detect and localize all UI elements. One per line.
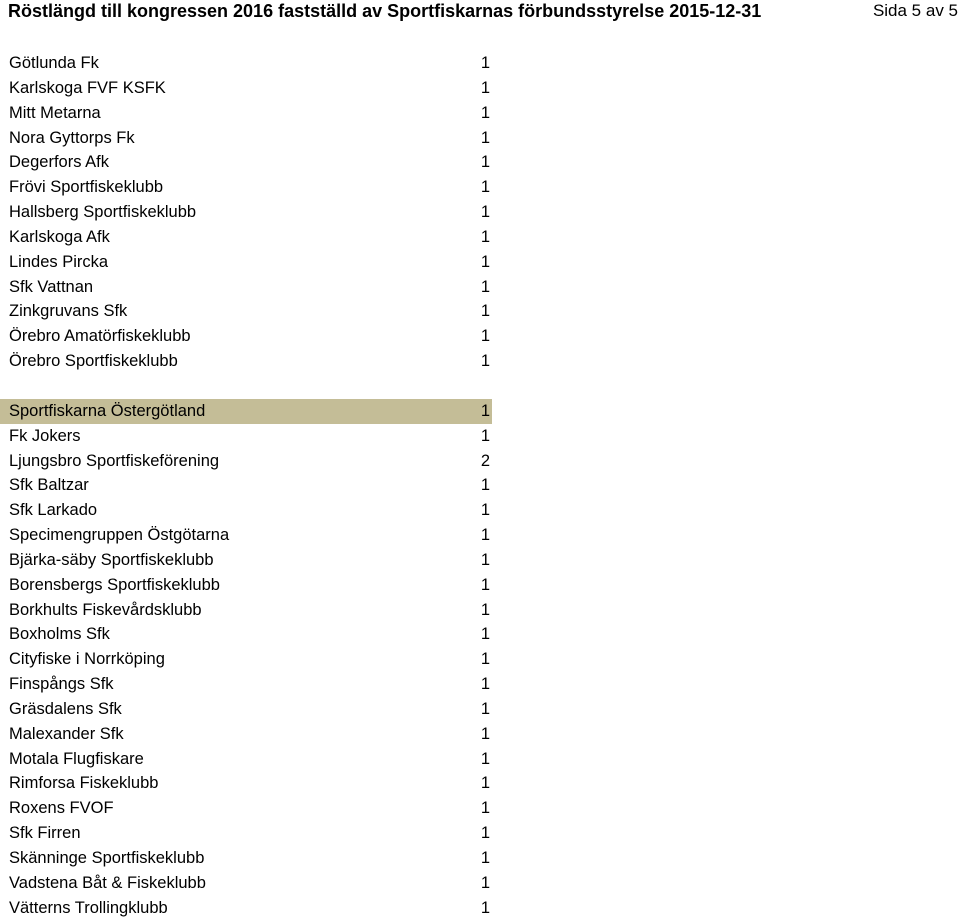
club-name: Boxholms Sfk	[9, 625, 110, 644]
vote-count: 1	[480, 327, 490, 346]
club-name: Fk Jokers	[9, 426, 81, 445]
club-name: Sfk Baltzar	[9, 476, 89, 495]
vote-count: 1	[480, 252, 490, 271]
club-name: Vadstena Båt & Fiskeklubb	[9, 873, 206, 892]
club-name: Borkhults Fiskevårdsklubb	[9, 600, 202, 619]
club-name: Frövi Sportfiskeklubb	[9, 178, 164, 197]
club-name: Götlunda Fk	[9, 54, 99, 72]
page-header	[0, 0, 960, 24]
table-row	[0, 697, 492, 722]
vote-count: 1	[480, 227, 490, 246]
vote-count: 1	[480, 650, 490, 669]
vote-count: 1	[480, 178, 490, 197]
club-name: Motala Flugfiskare	[9, 749, 144, 768]
vote-count: 1	[480, 128, 490, 147]
table-row	[0, 871, 492, 896]
table-row	[0, 250, 492, 275]
club-name: Gräsdalens Sfk	[9, 699, 122, 718]
table-row	[0, 76, 492, 101]
club-name: Finspångs Sfk	[9, 675, 114, 694]
table-row	[0, 349, 492, 374]
club-name: Sportfiskarna Östergötland	[9, 401, 206, 420]
vote-count: 1	[480, 724, 490, 743]
club-name: Sfk Firren	[9, 824, 81, 843]
table-row	[0, 722, 492, 747]
vote-count: 1	[480, 799, 490, 818]
vote-count: 1	[480, 153, 490, 172]
table-row	[0, 275, 492, 300]
vote-count: 1	[480, 476, 490, 495]
club-name: Borensbergs Sportfiskeklubb	[9, 575, 220, 594]
vote-count: 1	[480, 302, 490, 321]
table-row	[0, 647, 492, 672]
vote-count: 1	[480, 824, 490, 843]
table-row	[0, 548, 492, 573]
table-row	[0, 449, 492, 474]
vote-count: 1	[480, 575, 490, 594]
table-row	[0, 175, 492, 200]
vote-count: 1	[480, 352, 490, 371]
club-name: Karlskoga FVF KSFK	[9, 78, 166, 97]
club-name: Örebro Sportfiskeklubb	[9, 352, 178, 371]
table-row	[0, 821, 492, 846]
table-row	[0, 846, 492, 871]
club-name: Örebro Amatörfiskeklubb	[9, 327, 191, 346]
vote-count: 1	[480, 277, 490, 296]
club-name: Nora Gyttorps Fk	[9, 128, 135, 147]
document-title: Röstlängd till kongressen 2016 fastställd av Sportfiskarnas förbundsstyrelse 2015-12-31	[8, 1, 762, 21]
vote-count: 1	[480, 849, 490, 867]
table-row	[0, 225, 492, 250]
club-name: Mitt Metarna	[9, 103, 101, 122]
table-row	[0, 51, 492, 76]
club-name: Ljungsbro Sportfiskeförening	[9, 451, 220, 470]
vote-count: 1	[480, 426, 490, 445]
vote-count: 1	[480, 699, 490, 718]
club-name: Sfk Vattnan	[9, 277, 94, 296]
table-row	[0, 126, 492, 151]
vote-count: 1	[480, 774, 490, 793]
vote-count: 1	[480, 526, 490, 545]
table-row	[0, 622, 492, 647]
table-row	[0, 424, 492, 449]
club-name: Karlskoga Afk	[9, 227, 110, 246]
spacer-row	[0, 374, 492, 399]
club-name: Degerfors Afk	[9, 153, 109, 172]
club-name: Rimforsa Fiskeklubb	[9, 774, 159, 793]
vote-count: 1	[480, 78, 490, 97]
table-row	[0, 598, 492, 623]
table-row	[0, 896, 492, 921]
club-name: Malexander Sfk	[9, 724, 124, 743]
club-name: Roxens FVOF	[9, 799, 114, 818]
club-name: Bjärka-säby Sportfiskeklubb	[9, 550, 214, 569]
table-row	[0, 771, 492, 796]
table-row	[0, 796, 492, 821]
club-name: Skänninge Sportfiskeklubb	[9, 849, 205, 867]
club-name: Zinkgruvans Sfk	[9, 302, 128, 321]
table-row	[0, 200, 492, 225]
table-row	[0, 150, 492, 175]
vote-count: 1	[480, 203, 490, 222]
vote-count: 1	[480, 898, 490, 917]
vote-count: 1	[480, 675, 490, 694]
page-number: Sida 5 av 5	[872, 1, 958, 20]
vote-count: 1	[480, 873, 490, 892]
table-row	[0, 299, 492, 324]
club-name: Lindes Pircka	[9, 252, 109, 271]
club-name: Specimengruppen Östgötarna	[9, 526, 230, 545]
table-row	[0, 672, 492, 697]
voting-roll-list	[0, 51, 492, 921]
table-row	[0, 747, 492, 772]
vote-count: 1	[480, 103, 490, 122]
table-row	[0, 523, 492, 548]
vote-count: 1	[480, 54, 490, 72]
table-row	[0, 473, 492, 498]
club-name: Sfk Larkado	[9, 501, 98, 520]
table-row	[0, 498, 492, 523]
vote-count: 1	[480, 550, 490, 569]
vote-count: 1	[480, 749, 490, 768]
vote-count: 1	[480, 401, 490, 420]
vote-count: 1	[480, 600, 490, 619]
vote-count: 1	[480, 625, 490, 644]
vote-count: 2	[480, 451, 490, 470]
vote-count: 1	[480, 501, 490, 520]
table-row	[0, 101, 492, 126]
club-name: Vätterns Trollingklubb	[9, 898, 168, 917]
table-row	[0, 573, 492, 598]
table-row	[0, 324, 492, 349]
club-name: Hallsberg Sportfiskeklubb	[9, 203, 197, 222]
club-name: Cityfiske i Norrköping	[9, 650, 165, 669]
section-header-row	[0, 399, 492, 424]
